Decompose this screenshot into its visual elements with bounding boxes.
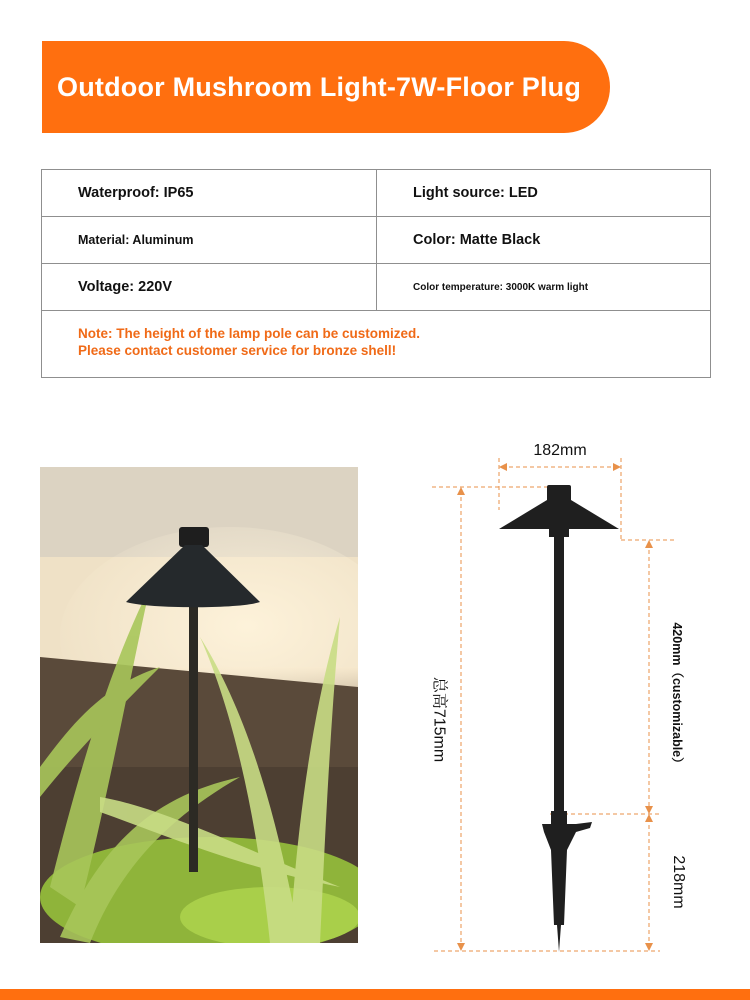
total-height-dimension-label: 总高715mm (430, 676, 448, 763)
product-title: Outdoor Mushroom Light-7W-Floor Plug (57, 71, 582, 102)
spec-row (42, 170, 710, 217)
spec-color-temperature: Color temperature: 3000K warm light (376, 264, 710, 310)
spec-row (42, 264, 710, 311)
spec-row (42, 217, 710, 264)
spec-voltage: Voltage: 220V (78, 279, 173, 295)
product-photo (40, 467, 358, 943)
spec-waterproof: Waterproof: IP65 (78, 185, 194, 201)
spec-light-source: Light source: LED (376, 170, 710, 216)
note-row (42, 311, 710, 377)
spec-material: Material: Aluminum (78, 233, 194, 247)
spec-table (41, 169, 711, 378)
title-banner (42, 41, 610, 133)
note-line-bronze: Please contact customer service for bronze shell! (78, 343, 397, 358)
stake-height-dimension-label: 218mm (670, 855, 687, 909)
width-dimension-label: 182mm (533, 442, 587, 459)
garden-lamp-illustration (40, 467, 358, 943)
spec-color: Color: Matte Black (376, 217, 710, 263)
dimension-diagram (420, 430, 720, 970)
pole-height-dimension-label: 420mm（customizable） (670, 622, 684, 770)
note-line-customize: Note: The height of the lamp pole can be customized. (78, 326, 421, 341)
bottom-accent-bar (0, 989, 750, 1000)
